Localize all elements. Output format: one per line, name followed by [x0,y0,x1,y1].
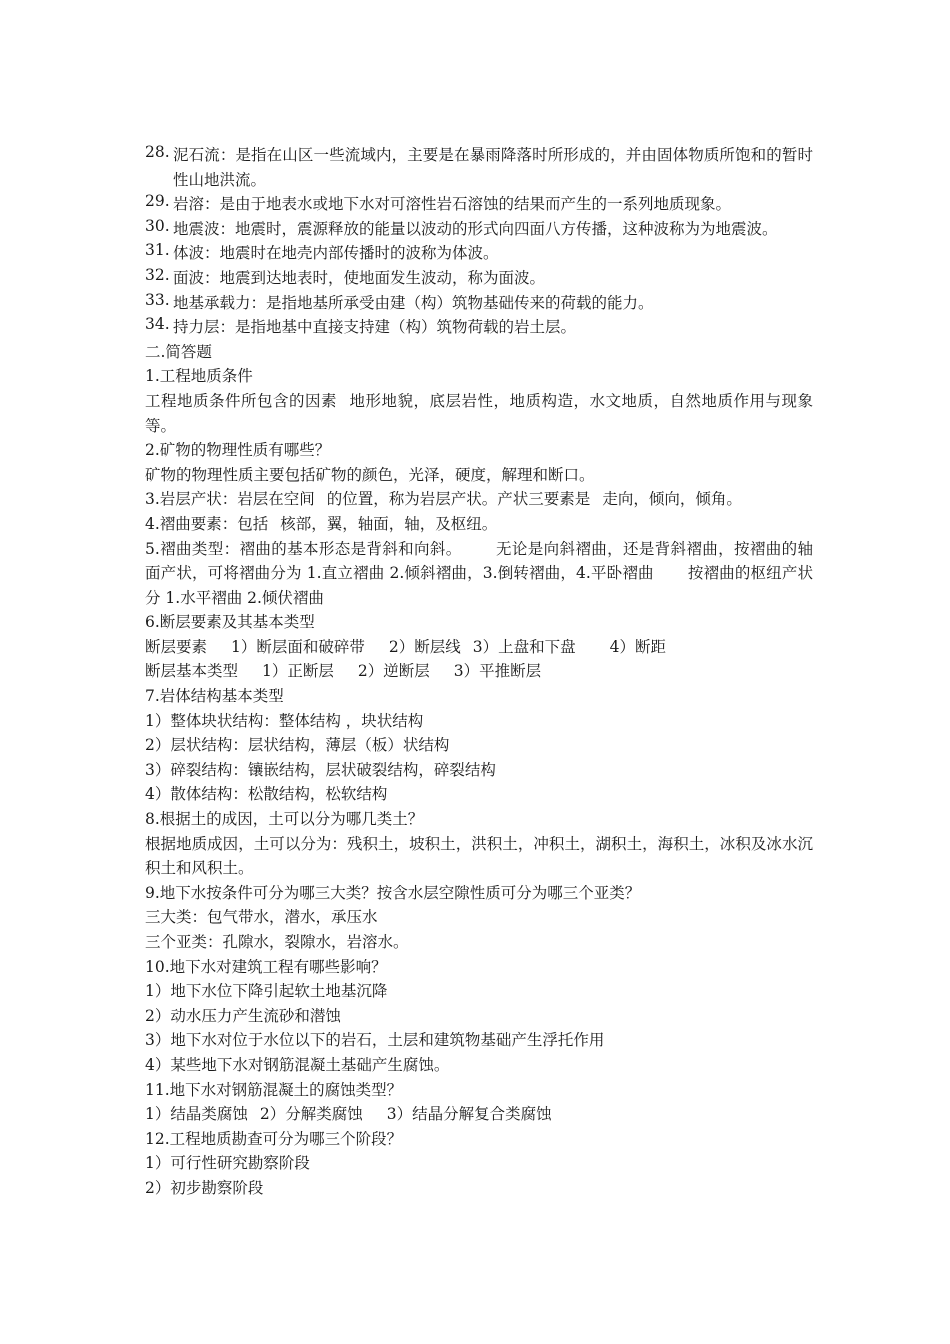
fault-type: 2）逆断层 [357,662,430,681]
question-1-answer [145,389,813,438]
fault-element: 1）断层面和破碎带 [231,637,365,656]
list-item: 2）初步勘察阶段 [145,1178,264,1197]
text-part: 的位置，称为岩层产状。产状三要素是 [326,490,591,509]
text-part: 按褶曲的枢纽产状分 1.水平褶曲 2.倾伏褶曲 [145,564,813,607]
definition-text: 面波：地震到达地表时，使地面发生波动，称为面波。 [173,268,546,287]
definition-text: 地震波：地震时，震源释放的能量以波动的形式向四面八方传播，这种波称为为地震波。 [173,219,778,238]
definition-text: 持力层：是指地基中直接支持建（构）筑物荷载的岩土层。 [173,318,577,337]
question-9-answer-2: 三个亚类：孔隙水，裂隙水，岩溶水。 [145,933,409,951]
list-item: 4）某些地下水对钢筋混凝土基础产生腐蚀。 [145,1055,450,1074]
corrosion-type: 1）结晶类腐蚀 [145,1105,248,1124]
definition-number: 31. [145,241,170,260]
definition-number: 30. [145,216,170,235]
definition-33 [145,291,813,316]
definition-text: 岩溶：是由于地表水或地下水对可溶性岩石溶蚀的结果而产生的一系列地质现象。 [173,195,732,214]
answer-part: 工程地质条件所包含的因素 [145,391,337,410]
question-8-title: 8.根据土的成因，土可以分为哪几类土？ [145,810,424,829]
definition-number: 29. [145,192,170,211]
question-2-title: 2.矿物的物理性质有哪些？ [145,441,331,460]
text-part: 5.褶曲类型：褶曲的基本形态是背斜和向斜。 [145,539,462,558]
question-2-answer: 矿物的物理性质主要包括矿物的颜色，光泽，硬度，解理和断口。 [145,465,595,484]
fault-elements-label: 断层要素 [145,637,208,656]
question-11-title: 11.地下水对钢筋混凝土的腐蚀类型？ [145,1080,403,1099]
list-item: 1）整体块状结构：整体结构 ，块状结构 [145,711,424,730]
question-5 [145,537,813,611]
definition-number: 32. [145,265,170,284]
fault-type: 1）正断层 [262,662,334,681]
fault-elements-line [145,635,813,660]
definition-number: 33. [145,290,170,309]
text-part: 走向，倾向，倾角。 [602,490,742,509]
fault-element: 3）上盘和下盘 [472,637,576,656]
list-item: 4）散体结构：松散结构，松软结构 [145,785,388,804]
definition-28 [145,143,813,192]
definition-number: 28. [145,143,170,161]
definition-31 [145,241,813,266]
text-part: 核部，翼，轴面，轴，及枢纽。 [280,514,498,533]
definition-text: 地基承载力：是指地基所承受由建（构）筑物基础传来的荷载的能力。 [173,293,654,312]
list-item: 2）动水压力产生流砂和潜蚀 [145,1006,341,1025]
question-3 [145,487,813,512]
definition-30 [145,217,813,242]
fault-type: 3）平推断层 [453,662,542,681]
fault-element: 2）断层线 [388,637,461,656]
list-item: 1）地下水位下降引起软土地基沉降 [145,982,388,1001]
corrosion-type: 2）分解类腐蚀 [259,1105,363,1124]
text-part: 4.褶曲要素：包括 [145,514,269,533]
page-content [145,143,813,1201]
question-1-title: 1.工程地质条件 [145,367,253,386]
question-9-answer-1: 三大类：包气带水，潜水，承压水 [145,908,378,927]
question-8-answer: 根据地质成因，土可以分为：残积土，坡积土，洪积土，冲积土，湖积土，海积土，冰积及冰水沉积土和风积土。 [145,834,813,878]
fault-element: 4）断距 [609,637,667,656]
question-6-title: 6.断层要素及其基本类型 [145,613,315,632]
answer-part: 地形地貌，底层岩性，地质构造，水文地质，自然地质作用与现象等。 [145,391,813,435]
corrosion-type: 3）结晶分解复合类腐蚀 [386,1105,552,1124]
corrosion-types-line [145,1102,813,1127]
fault-types-label: 断层基本类型 [145,662,239,681]
definition-32 [145,266,813,291]
question-10-title: 10.地下水对建筑工程有哪些影响？ [145,957,387,976]
question-9-title: 9.地下水按条件可分为哪三大类？按含水层空隙性质可分为哪三个亚类？ [145,883,641,902]
list-item: 3）地下水对位于水位以下的岩石，土层和建筑物基础产生浮托作用 [145,1031,605,1050]
definition-34 [145,315,813,340]
section-title: 二.简答题 [145,342,212,361]
list-item: 2）层状结构：层状结构，薄层（板）状结构 [145,736,450,755]
list-item: 3）碎裂结构：镶嵌结构，层状破裂结构，碎裂结构 [145,760,496,779]
question-4 [145,512,813,537]
definition-text: 泥石流：是指在山区一些流域内，主要是在暴雨降落时所形成的，并由固体物质所饱和的暂时性山地洪流。 [173,146,813,189]
fault-types-line [145,659,813,684]
text-part: 3.岩层产状：岩层在空间 [145,490,315,509]
definition-text: 体波：地震时在地壳内部传播时的波称为体波。 [173,244,499,263]
question-12-title: 12.工程地质勘查可分为哪三个阶段？ [145,1129,403,1148]
definition-number: 34. [145,315,170,334]
definition-29 [145,192,813,217]
text-part: 无论是向斜褶曲，还是背斜褶曲，按褶曲的轴面产状，可将褶曲分为 1.直立褶曲 2.倾斜褶曲，3.倒转褶曲，4.平卧褶曲 [145,539,813,583]
list-item: 1）可行性研究勘察阶段 [145,1154,310,1173]
question-7-title: 7.岩体结构基本类型 [145,687,284,706]
